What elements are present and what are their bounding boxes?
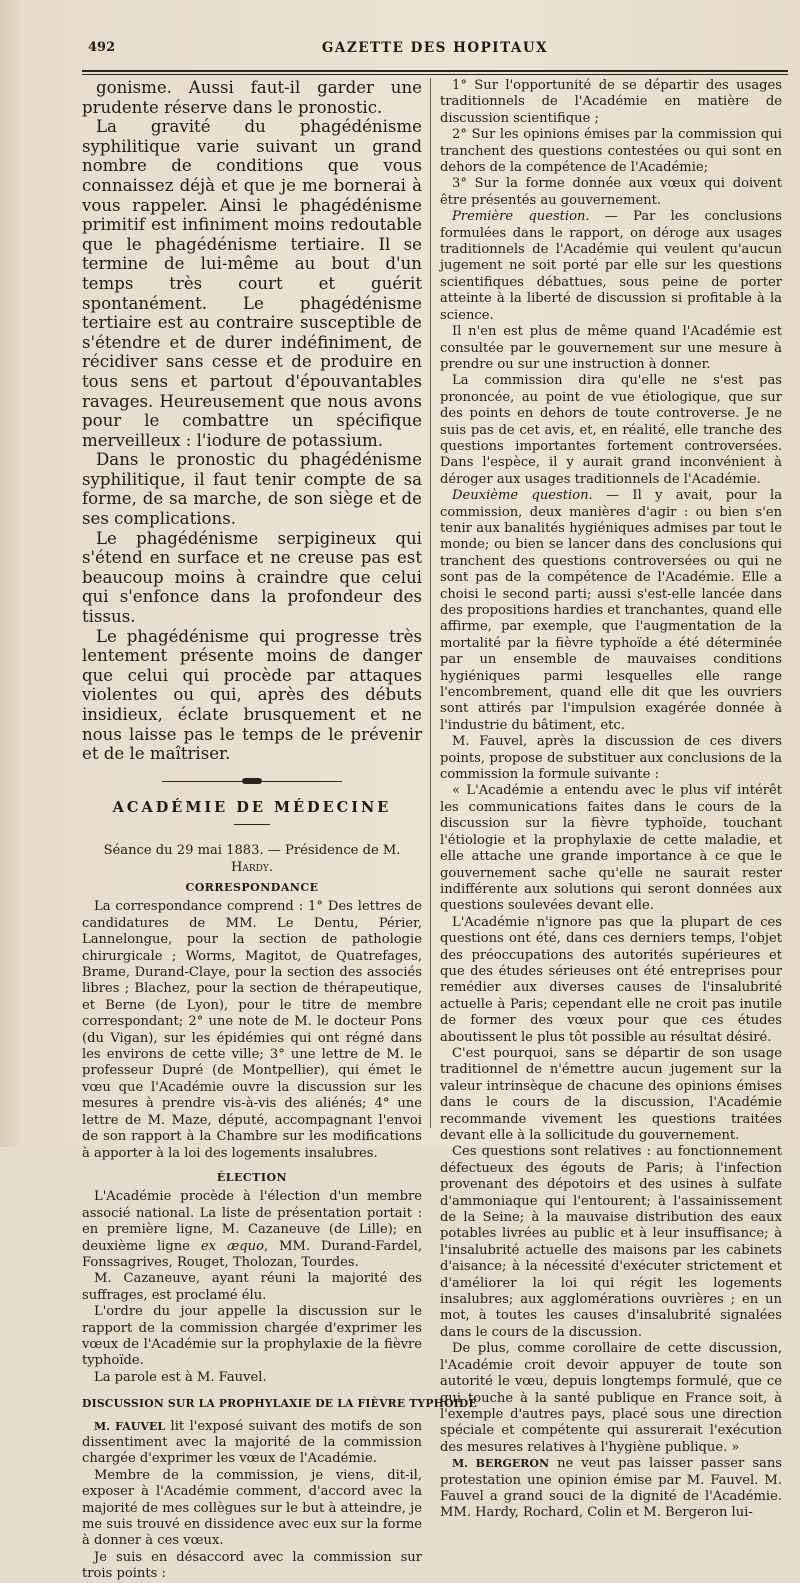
paragraph: L'Académie n'ignore pas que la plupart de ces questions ont été, dans ces derniers temps, l'objet des préoccupations des autorités supérieures et que des études sérieuses ont été entreprises pour remédier aux diverses causes de l'insalubrité actuelle à Paris; cependant elle ne croit pas inutile de former des vœux pour que ces études aboutissent le plus tôt possible au résultat désiré. <box>440 914 782 1045</box>
paragraph: L'ordre du jour appelle la discussion sur le rapport de la commission chargée d'exprimer les vœux de l'Académie sur la prophylaxie de la fièvre typhoïde. <box>82 1304 422 1369</box>
left-column <box>82 78 477 1583</box>
paragraph: « L'Académie a entendu avec le plus vif intérêt les communications faites dans le cours de la discussion sur la fièvre typhoïde, touchant l'étiologie et la prophylaxie de cette maladie, et elle attache une grande importance à ce que le gouvernement sache qu'elle ne saurait rester indifférente aux solutions qui seront données aux questions soulevées devant elle. <box>440 783 782 914</box>
section-title: ACADÉMIE DE MÉDECINE <box>112 798 392 816</box>
paragraph: 1° Sur l'opportunité de se départir des usages traditionnels de l'Académie en matière de discussion scientifique ; <box>440 78 782 126</box>
column-divider <box>430 78 431 1128</box>
section-ornament <box>82 778 422 786</box>
paragraph: Dans le pronostic du phagédénisme syphilitique, il faut tenir compte de sa forme, de sa marche, de son siège et de ses complications. <box>82 450 422 529</box>
paragraph: Le phagédénisme qui progresse très lentement présente moins de danger que celui qui procède par attaques violentes ou qui, après des débuts insidieux, éclate brusquement et ne nous laisse pas le temps de le prévenir et de le maîtriser. <box>82 626 422 764</box>
latin-phrase: ex æquo <box>200 1238 264 1254</box>
title-rule <box>234 824 270 825</box>
paragraph: Ces questions sont relatives : au fonctionnement défectueux des égouts de Paris; à l'infection provenant des dépotoirs et des usines à sulfate d'ammoniaque qui l'entourent; à l'assainissement de la Seine; à la mauvaise distribution des eaux potables livrées au public et à leur insuffisance; à l'insalubrité actuelle des maisons par les cabinets d'aisance; à la nécessité d'exécuter strictement et d'améliorer la loi qui régit les logements insalubres; aux agglomérations ouvrières ; en un mot, à toutes les causes d'insalubrité signalées dans le cours de la discussion. <box>440 1144 782 1340</box>
session-line <box>82 843 422 876</box>
paragraph: La parole est à M. Fauvel. <box>94 1369 267 1385</box>
discussion-heading: DISCUSSION SUR LA PROPHYLAXIE DE LA FIÈVRE TYPHOIDE <box>82 1397 477 1411</box>
paragraph: M. BERGERON ne veut pas laisser passer sans protestation une opinion émise par M. Fauvel. M. Fauvel a grand souci de la dignité de l'Académie. MM. Hardy, Rochard, Colin et M. Bergeron lui- <box>440 1456 782 1521</box>
paragraph: 3° Sur la forme donnée aux vœux qui doivent être présentés au gouvernement. <box>440 176 782 208</box>
page-header <box>82 40 788 58</box>
paragraph: 2° Sur les opinions émises par la commission qui tranchent des questions contestées ou qui sont en dehors de la compétence de l'Académie; <box>440 127 782 176</box>
paragraph: La gravité du phagédénisme syphilitique varie suivant un grand nombre de conditions que vous connaissez déjà et que je me bornerai à vous rappeler. Ainsi le phagédénisme primitif est infiniment moins redoutable que le phagédénisme tertiaire. Il se termine de lui-même au bout d'un temps très court et guérit spontanément. Le phagédénisme tertiaire est au contraire susceptible de s'étendre et de durer indéfiniment, de récidiver sans cesse et de produire en tous sens et partout d'épouvantables ravages. Heureusement que nous avons pour le combattre un spécifique merveilleux : l'iodure de potassium. <box>82 117 422 450</box>
session-president: Hardy. <box>230 859 273 875</box>
paragraph: La correspondance comprend : 1° Des lettres de candidatures de MM. Le Dentu, Périer, Lannelongue, pour la section de pathologie chirurgicale ; Worms, Magitot, de Quatrefages, Brame, Durand-Claye, pour la section des associés libres ; Blachez, pour la section de thérapeutique, et Berne (de Lyon), pour le titre de membre correspondant; 2° une note de M. le docteur Pons (du Vigan), sur les épidémies qui ont régné dans les environs de cette ville; 3° une lettre de M. le professeur Dupré (de Montpellier), qui émet le vœu que l'Académie ouvre la discussion sur les mesures à prendre vis-à-vis des aliénés; 4° une lettre de M. Maze, député, accompagnant l'envoi de son rapport à la Chambre sur les modifications à apporter à la loi des logements insalubres. <box>82 899 422 1161</box>
paragraph: Il n'en est plus de même quand l'Académie est consultée par le gouvernement sur une mesure à prendre ou sur une instruction à donner. <box>440 324 782 372</box>
paragraph: La commission dira qu'elle ne s'est pas prononcée, au point de vue étiologique, que sur des points en dehors de toute controverse. Je ne suis pas de cet avis, et, en réalité, elle tranche des questions importantes fortement controversées. Dans l'espèce, il y aurait grand inconvénient à déroger aux usages traditionnels de l'Académie. <box>440 373 782 487</box>
paragraph: M. Fauvel, après la discussion de ces divers points, propose de substituer aux conclusions de la commission la formule suivante : <box>440 734 782 783</box>
election-heading: ÉLECTION <box>216 1170 288 1184</box>
header-rule <box>82 70 788 72</box>
paragraph: L'Académie procède à l'élection d'un membre associé national. La liste de présentation portait : en première ligne, M. Cazaneuve (de Lille); en deuxième ligne ex æquo, MM. Durand-Fardel, Fonssagrives, Rouget, Tholozan, Tourdes. <box>82 1189 422 1270</box>
question-label: Première question. <box>452 209 590 225</box>
paragraph: gonisme. Aussi faut-il garder une prudente réserve dans le pronostic. <box>82 78 422 117</box>
paragraph: C'est pourquoi, sans se départir de son usage traditionnel de n'émettre aucun jugement sur la valeur intrinsèque de chacune des opinions émises dans le cours de la discussion, l'Académie recommande vivement les questions traitées devant elle à la sollicitude du gouvernement. <box>440 1045 782 1143</box>
paragraph: Le phagédénisme serpigineux qui s'étend en surface et ne creuse pas est beaucoup moins à craindre que celui qui s'enfonce dans la profondeur des tissus. <box>82 528 422 627</box>
paragraph: M. FAUVEL lit l'exposé suivant des motifs de son dissentiment avec la majorité de la commission chargée d'exprimer les vœux de l'Académie. <box>82 1418 423 1467</box>
paragraph: Première question. — Par les conclusions formulées dans le rapport, on déroge aux usages traditionnels de l'Académie qui veulent qu'aucun jugement ne soit porté par elle sur les questions scientifiques débattues, sous peine de porter atteinte à la liberté de discussion si profitable à la science. <box>440 209 782 323</box>
session-date: Séance du 29 mai 1883. — Présidence de M. <box>103 843 401 859</box>
paragraph: De plus, comme corollaire de cette discussion, l'Académie croit devoir appuyer de toute son autorité le vœu, depuis longtemps formulé, que ce qui touche à la santé publique en France soit, à l'exemple d'autres pays, placé sous une direction spéciale et compétente qui assurerait l'exécution des mesures relatives à l'hygiène publique. » <box>440 1341 782 1455</box>
paragraph: Membre de la commission, je viens, dit-il, exposer à l'Académie comment, d'accord avec la majorité de mes collègues sur le but à atteindre, je me suis trouvé en dissidence avec eux sur la forme à donner à ces vœux. <box>82 1467 422 1549</box>
paragraph: M. Cazaneuve, ayant réuni la majorité des suffrages, est proclamé élu. <box>82 1271 422 1303</box>
paragraph: Je suis en désaccord avec la commission sur trois points : <box>82 1549 422 1582</box>
speaker-name: M. BERGERON <box>452 1457 550 1471</box>
journal-title: GAZETTE DES HOPITAUX <box>321 40 549 56</box>
page-number: 492 <box>88 40 116 55</box>
correspondance-heading: CORRESPONDANCE <box>185 881 319 894</box>
speaker-name: M. FAUVEL <box>94 1419 166 1433</box>
right-column <box>440 78 782 1522</box>
question-label: Deuxième question. <box>452 488 593 504</box>
article-continuation <box>82 78 422 764</box>
paragraph: Deuxième question. — Il y avait, pour la commission, deux manières d'agir : ou bien s'en tenir aux banalités hygiéniques admises par tout le monde; ou bien se lancer dans des conclusions qui tranchent des questions controversées ou qui ne sont pas de la compétence de l'Académie. Elle a choisi le second parti; aussi s'est-elle lancée dans des propositions hardies et tranchantes, quand elle affirme, par exemple, que l'augmentation de la mortalité par la fièvre typhoïde a été déterminée par un ensemble de mauvaises conditions hygiéniques parmi lesquelles elle range l'encombrement, quand elle dit que les ouvriers sont attirés par l'impulsion exagérée donnée à l'industrie du bâtiment, etc. <box>440 488 782 733</box>
header-rule-thin <box>82 74 788 75</box>
